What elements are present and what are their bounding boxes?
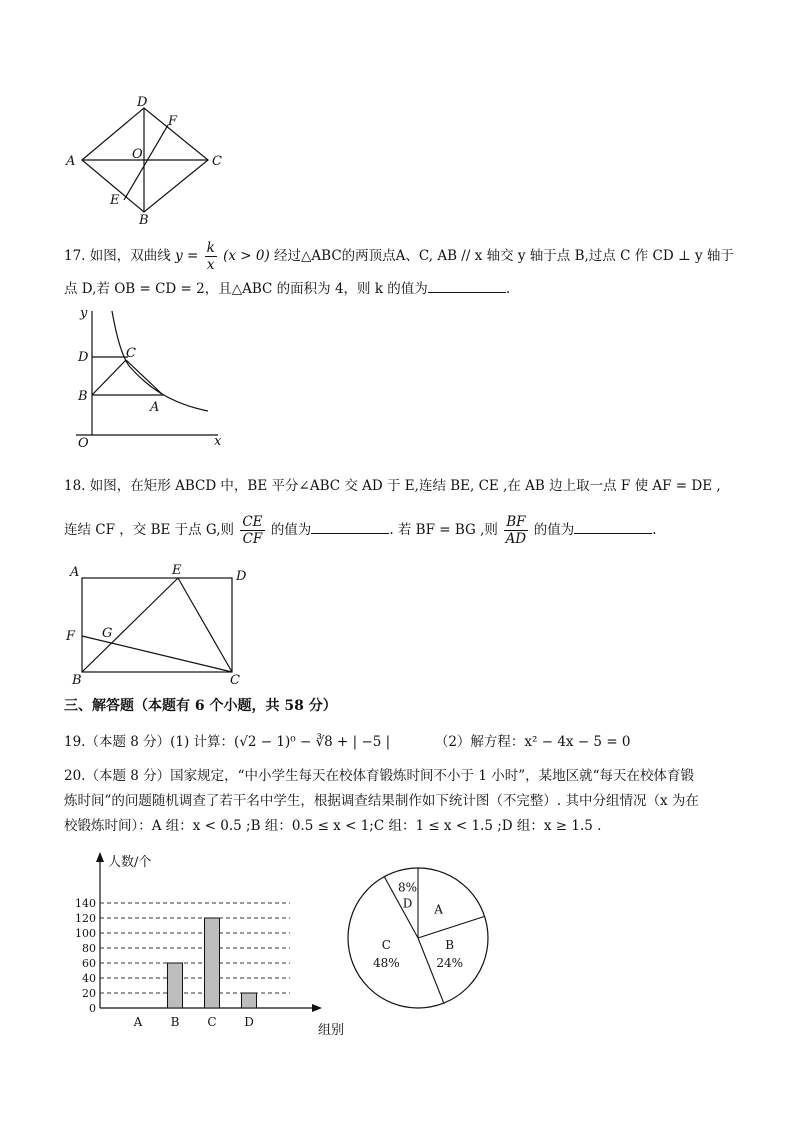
pie-label-b: B: [445, 937, 455, 952]
label-f: F: [66, 629, 76, 644]
q18-answer-blank-2: [574, 519, 652, 534]
q18-text-b3: . 若 BF = BG ,则: [389, 522, 498, 538]
q17-text-a: 如图，双曲线: [89, 248, 171, 264]
q17-frac-num: k: [206, 240, 215, 256]
segment-fc: [82, 636, 232, 672]
q18-frac2-den: AD: [505, 531, 527, 547]
label-a: A: [150, 400, 160, 415]
q18-text-b2: 的值为: [270, 522, 312, 538]
q18-text-b1: 连结 CF ，交 BE 于点 G,则: [64, 522, 235, 538]
question-18-line2: [64, 514, 657, 547]
label-g: G: [102, 626, 113, 641]
bar-d: [242, 993, 257, 1008]
segment-ec: [178, 578, 232, 672]
label-d: D: [78, 350, 89, 365]
rectangle-abcd: [82, 578, 232, 672]
bar-category-label: D: [244, 1015, 254, 1029]
pie-chart: [338, 858, 498, 1018]
q17-number: 17.: [64, 248, 86, 264]
label-y: y: [80, 306, 88, 321]
bar-category-label: C: [207, 1015, 217, 1029]
label-c: C: [212, 154, 222, 169]
q18-end: .: [652, 522, 657, 538]
label-o: O: [78, 436, 89, 451]
bar-y-tick-label: 60: [82, 957, 96, 970]
question-20-line2: 炼时间”的问题随机调查了若干名中学生，根据调查结果制作如下统计图（不完整）. 其中分组情况（x 为在: [64, 793, 699, 809]
bar-y-tick-label: 140: [75, 897, 96, 910]
bar-b: [168, 963, 183, 1008]
bar-y-tick-label: 120: [75, 912, 96, 925]
figure-18-rectangle: [62, 560, 252, 690]
figure-16-rhombus: [60, 92, 230, 227]
question-20-line3: 校锻炼时间）：A 组：x < 0.5 ;B 组：0.5 ≤ x < 1;C 组：1 ≤ x < 1.5 ;D 组：x ≥ 1.5 .: [64, 818, 602, 834]
label-b: B: [139, 213, 149, 228]
label-f: F: [168, 114, 178, 129]
bar-x-axis-arrow: [312, 1004, 322, 1012]
bar-y-axis-arrow: [96, 852, 104, 862]
q18-answer-blank-1: [311, 519, 389, 534]
segment-ca: [126, 360, 162, 394]
q18-fraction-1: [240, 514, 264, 547]
label-x: x: [214, 434, 222, 449]
q17-cond: (x > 0): [223, 248, 270, 264]
q17-text-b: 经过△ABC的两顶点A、C, AB // x 轴交 y 轴于点 B,过点 C 作 CD ⊥ y 轴于: [274, 248, 734, 264]
bar-y-tick-label: 100: [75, 927, 96, 940]
bar-c: [205, 918, 220, 1008]
question-20-line1: 20.（本题 8 分）国家规定，“中小学生每天在校体育锻炼时间不小于 1 小时”，某地区就“每天在校体育锻: [64, 768, 695, 784]
question-19: [64, 732, 631, 752]
label-e: E: [172, 563, 182, 578]
section-3-title: 三、解答题（本题有 6 个小题，共 58 分）: [64, 698, 337, 714]
pie-percent-d: 8%: [398, 880, 418, 895]
q18-frac1-den: CF: [242, 531, 263, 547]
pie-label-d: D: [402, 896, 413, 911]
label-e: E: [110, 193, 120, 208]
bar-category-label: B: [170, 1015, 180, 1029]
q18-frac1-num: CE: [242, 514, 263, 530]
label-a: A: [66, 154, 76, 169]
bar-y-label: 人数/个: [108, 855, 152, 870]
figure-17-hyperbola: [68, 305, 228, 455]
q17-end: .: [505, 281, 511, 297]
bar-chart: [70, 848, 345, 1038]
bar-x-label: 组别: [318, 1023, 345, 1038]
segment-bc: [92, 360, 126, 395]
q18-number: 18.: [64, 478, 86, 494]
label-c: C: [230, 673, 240, 688]
q17-eq-left: y =: [175, 248, 199, 264]
bar-category-label: A: [133, 1015, 143, 1029]
bar-y-tick-label: 80: [82, 942, 96, 955]
bar-y-tick-label: 20: [82, 987, 96, 1000]
pie-label-c: C: [381, 937, 391, 952]
segment-ef: [124, 125, 168, 200]
pie-label-a: A: [434, 902, 443, 917]
label-d: D: [236, 569, 247, 584]
q17-fraction: [205, 240, 217, 273]
pie-percent-b: 24%: [436, 955, 464, 970]
q17-answer-blank: [428, 278, 506, 293]
question-18-line1: [64, 476, 721, 496]
label-a: A: [70, 565, 80, 580]
label-b: B: [78, 389, 88, 404]
bar-y-tick-label: 0: [89, 1002, 96, 1015]
q18-fraction-2: [504, 514, 527, 547]
pie-percent-c: 48%: [372, 955, 400, 970]
q19-part1: 19.（本题 8 分）(1) 计算：(√2 − 1)⁰ − ∛8 + | −5 |: [64, 734, 391, 750]
q18-frac2-num: BF: [506, 514, 526, 530]
label-d: D: [137, 95, 148, 110]
q18-text-a: 如图，在矩形 ABCD 中，BE 平分∠ABC 交 AD 于 E,连结 BE, CE ,在 AB 边上取一点 F 使 AF = DE ,: [89, 478, 721, 494]
q17-frac-den: x: [206, 257, 215, 273]
label-b: B: [72, 673, 82, 688]
bar-y-tick-label: 40: [82, 972, 96, 985]
question-17-line1: [64, 240, 734, 273]
label-o: O: [132, 147, 143, 162]
segment-be: [82, 578, 178, 672]
q19-part2: （2）解方程：x² − 4x − 5 = 0: [434, 734, 631, 750]
label-c: C: [126, 346, 136, 361]
question-17-line2: [64, 278, 510, 299]
q18-text-b4: 的值为: [533, 522, 575, 538]
q17-text-c: 点 D,若 OB = CD = 2，且△ABC 的面积为 4，则 k 的值为: [64, 281, 428, 297]
